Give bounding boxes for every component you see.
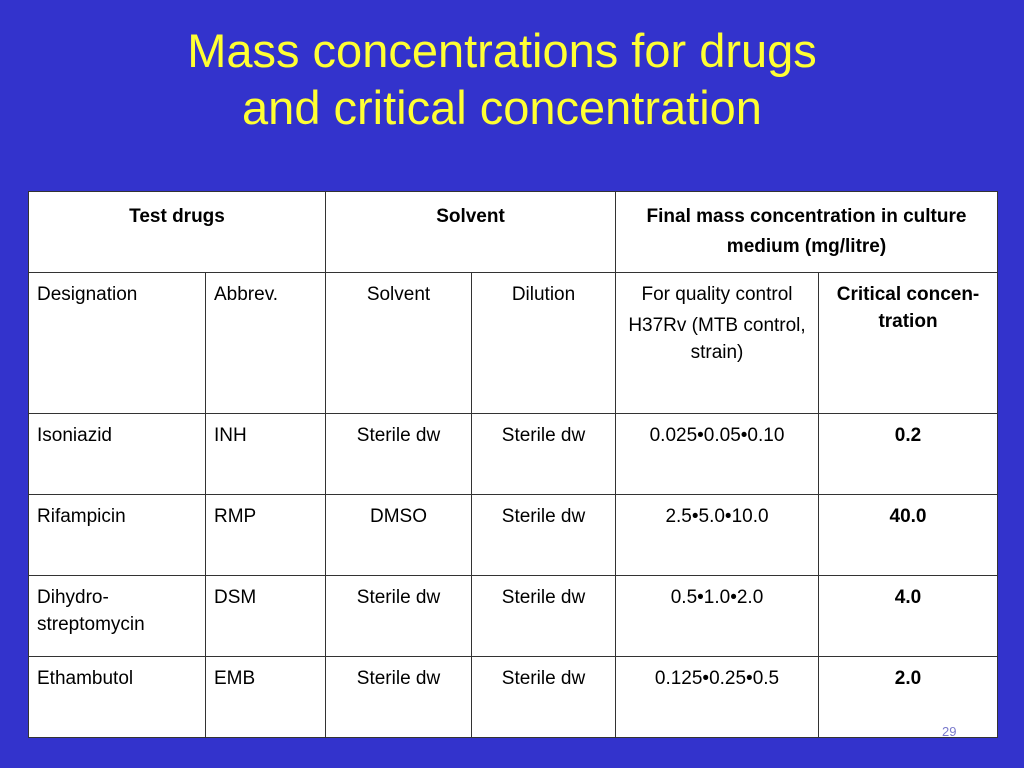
- cell-solvent: Sterile dw: [326, 414, 472, 495]
- cell-designation: Ethambutol: [29, 657, 206, 738]
- subheader-solvent: Solvent: [326, 273, 472, 414]
- cell-critical: 40.0: [819, 495, 998, 576]
- header-solvent-group: Solvent: [326, 192, 616, 273]
- cell-quality-control: 0.5•1.0•2.0: [616, 576, 819, 657]
- cell-dilution: Sterile dw: [472, 657, 616, 738]
- cell-designation: Rifampicin: [29, 495, 206, 576]
- cell-designation: Dihydro-streptomycin: [29, 576, 206, 657]
- page-number: 29: [942, 724, 957, 739]
- cell-critical: 4.0: [819, 576, 998, 657]
- subheader-qc-line-2: H37Rv (MTB control, strain): [628, 315, 806, 363]
- header-test-drugs: Test drugs: [29, 192, 326, 273]
- cell-quality-control: 2.5•5.0•10.0: [616, 495, 819, 576]
- slide-title: [0, 22, 1004, 136]
- cell-abbrev: RMP: [206, 495, 326, 576]
- drug-concentration-table: [28, 191, 998, 738]
- table-row: [29, 576, 998, 657]
- slide-title-line-2: and critical concentration: [242, 81, 762, 134]
- cell-solvent: Sterile dw: [326, 657, 472, 738]
- cell-solvent: DMSO: [326, 495, 472, 576]
- cell-designation: Isoniazid: [29, 414, 206, 495]
- table-group-header-row: [29, 192, 998, 273]
- subheader-critical-concentration: Critical concen-tration: [819, 273, 998, 414]
- subheader-designation: Designation: [29, 273, 206, 414]
- cell-solvent: Sterile dw: [326, 576, 472, 657]
- slide-title-line-1: Mass concentrations for drugs: [187, 24, 817, 77]
- cell-quality-control: 0.025•0.05•0.10: [616, 414, 819, 495]
- header-final-mass-concentration: Final mass concentration in culture medium (mg/litre): [616, 192, 998, 273]
- table-row: [29, 414, 998, 495]
- table-sub-header-row: [29, 273, 998, 414]
- cell-abbrev: INH: [206, 414, 326, 495]
- cell-quality-control: 0.125•0.25•0.5: [616, 657, 819, 738]
- cell-dilution: Sterile dw: [472, 414, 616, 495]
- table-row: [29, 657, 998, 738]
- cell-abbrev: EMB: [206, 657, 326, 738]
- subheader-quality-control: [616, 273, 819, 414]
- cell-critical: 2.0: [819, 657, 998, 738]
- subheader-abbrev: Abbrev.: [206, 273, 326, 414]
- cell-dilution: Sterile dw: [472, 495, 616, 576]
- cell-critical: 0.2: [819, 414, 998, 495]
- cell-dilution: Sterile dw: [472, 576, 616, 657]
- subheader-qc-line-1: For quality control: [641, 284, 793, 305]
- table-row: [29, 495, 998, 576]
- cell-abbrev: DSM: [206, 576, 326, 657]
- subheader-dilution: Dilution: [472, 273, 616, 414]
